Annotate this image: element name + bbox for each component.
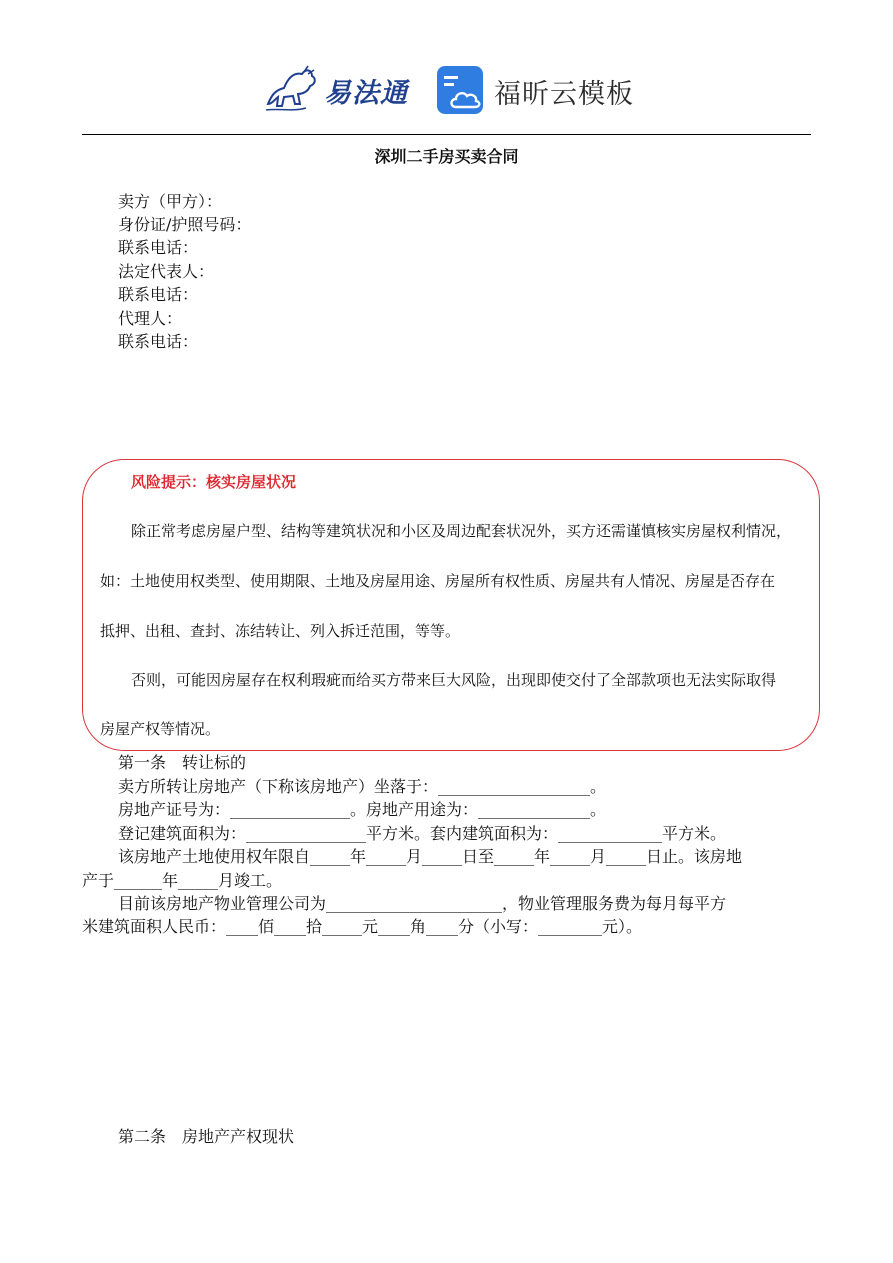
risk-notice-line: 否则，可能因房屋存在权利瑕疵而给买方带来巨大风险，出现即使交付了全部款项也无法实际取得 [131,671,777,689]
risk-notice-line: 如：土地使用权类型、使用期限、土地及房屋用途、房屋所有权性质、房屋共有人情况、房屋是否存在 [100,572,776,590]
article-1-line: 米建筑面积人民币：____佰____拾_____元____角____分（小写：________元）。 [82,917,643,936]
article-1-line: 卖方所转让房地产（下称该房地产）坐落于：___________________。 [118,777,607,796]
qilin-icon [262,64,320,116]
risk-notice-line: 除正常考虑房屋户型、结构等建筑状况和小区及周边配套状况外，买方还需谨慎核实房屋权利情况， [131,522,792,540]
seller-field: 联系电话： [118,285,199,304]
article-1-line: 登记建筑面积为：_______________平方米。套内建筑面积为：_____________平方米。 [118,824,727,843]
seller-field: 联系电话： [118,238,199,257]
header-divider [82,134,811,135]
risk-notice-box [82,459,820,751]
article-2-heading: 第二条 房地产产权现状 [118,1127,295,1146]
risk-notice-title: 风险提示：核实房屋状况 [131,473,297,491]
seller-field: 联系电话： [118,332,199,351]
foxit-cloud-icon [436,65,486,117]
seller-field: 卖方（甲方）： [118,192,223,211]
document-title: 深圳二手房买卖合同 [374,147,519,166]
risk-notice-line: 房屋产权等情况。 [100,720,221,738]
article-1-line: 目前该房地产物业管理公司为______________________，物业管理服务费为每月每平方 [118,894,727,913]
yifatong-logo [262,62,412,118]
seller-field: 身份证/护照号码： [118,215,252,234]
article-1-heading: 第一条 转让标的 [118,753,247,772]
header [0,56,893,126]
risk-notice-line: 抵押、出租、查封、冻结转让、列入拆迁范围，等等。 [100,622,461,640]
seller-field: 法定代表人： [118,262,215,281]
article-1-line: 产于______年_____月竣工。 [82,871,283,890]
foxit-logo [436,64,634,118]
yifatong-logo-text: 易法通 [324,77,408,109]
article-1-line: 房地产证号为：_______________。房地产用途为：______________。 [118,800,607,819]
article-1-line: 该房地产土地使用权年限自_____年_____月_____日至_____年_____月_____日止。该房地 [118,847,743,866]
seller-field: 代理人： [118,309,183,328]
foxit-logo-text: 福昕云模板 [494,78,634,110]
